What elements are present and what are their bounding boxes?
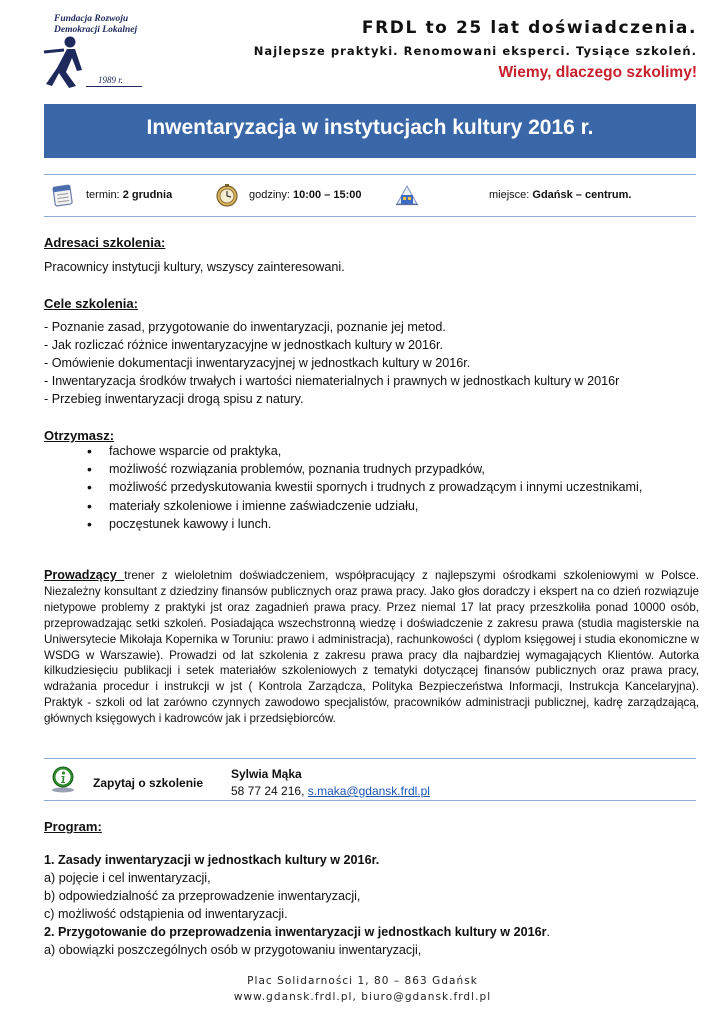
program-item: c) możliwość odstąpienia od inwentaryzacji. xyxy=(44,907,288,921)
benefit-item: • materiały szkoleniowe i imienne zaświadczenie udziału, xyxy=(87,499,642,517)
program-section-2-title-end: . xyxy=(546,925,550,939)
audience-heading: Adresaci szkolenia: xyxy=(44,235,166,250)
logo-line1: Fundacja Rozwoju xyxy=(54,14,129,24)
hours-label: godziny: xyxy=(249,189,294,201)
contact-details xyxy=(231,784,430,798)
footer-address: Plac Solidarności 1, 80 – 863 Gdańsk xyxy=(247,975,478,987)
contact-name: Sylwia Mąka xyxy=(231,767,302,781)
goal-item: - Omówienie dokumentacji inwentaryzacyjnej w jednostkach kultury w 2016r. xyxy=(44,356,471,370)
title-banner xyxy=(44,104,696,158)
header-subtitle: Najlepsze praktyki. Renomowani eksperci. Tysiące szkoleń. xyxy=(253,44,697,58)
program-section-2-title-text: 2. Przygotowanie do przeprowadzenia inwentaryzacji w jednostkach kultury w 2016r xyxy=(44,925,547,939)
place-label: miejsce: xyxy=(489,189,533,201)
audience-text: Pracownicy instytucji kultury, wszyscy zainteresowani. xyxy=(44,260,345,274)
contact-top-divider xyxy=(44,758,696,759)
instructor-bio: trener z wieloletnim doświadczeniem, współpracujący z najlepszymi ośrodkami szkoleniowymi w Polsce. Niezależny konsultant z dziedziny finansów publicznych oraz prawa pracy. Jako głos doradczy i ekspert na co dzień rozwiązuje nietypowe problemy z praktyki jst oraz zagadnień prawa pracy. Przez niemal 17 lat pracy przeszkoliła ponad 10000 osób, przeprowadzając setki szkoleń. Posiadająca wszechstronną wiedzę i doświadczenie z zakresu prawa (studia magisterskie na Uniwersytecie Mikołaja Kopernika w Toruniu: prawo i administracja), rachunkowości ( dyplom księgowej i studia ekonomiczne w WSDG w Warszawie). Prowadzi od lat szkolenia z zakresu prawa pracy dla najbardziej wymagających Klientów. Autorka kilkudziesięciu publikacji i setek materiałów szkoleniowych z tematyki dotyczącej finansów publicznych oraz prawa pracy, wdrażania procedur i instrukcji w jst ( Kontrola Zarządcza, Polityka Bezpieczeństwa Informacji, Instrukcja Kancelaryjna). Praktyk - szkoli od lat zarówno czynnych zawodowo specjalistów, pracowników administracji publicznej, kadrę zarządzającą, głównych księgowych i kadrowców jak i przedsiębiorców. xyxy=(44,569,699,726)
header-tagline: Wiemy, dlaczego szkolimy! xyxy=(498,64,697,81)
program-section-1-title: 1. Zasady inwentaryzacji w jednostkach kultury w 2016r. xyxy=(44,853,380,867)
training-title: Inwentaryzacja w instytucjach kultury 2016 r. xyxy=(146,116,594,139)
place-value: Gdańsk – centrum. xyxy=(532,189,632,201)
header-title: FRDL to 25 lat doświadczenia. xyxy=(361,18,697,38)
place-info xyxy=(489,189,631,201)
clock-icon xyxy=(214,182,240,208)
logo-line2: Demokracji Lokalnej xyxy=(54,25,138,35)
frdl-logo xyxy=(42,12,146,90)
benefit-item: • możliwość przedyskutowania kwestii spornych i trudnych z prowadzącym i innymi uczestnikami, xyxy=(87,480,642,498)
info-icon xyxy=(50,765,76,793)
footer-contact: www.gdansk.frdl.pl, biuro@gdansk.frdl.pl xyxy=(233,991,492,1003)
date-label: termin: xyxy=(86,189,123,201)
goal-item: - Inwentaryzacja środków trwałych i wartości niematerialnych i prawnych w jednostkach kultury w 2016r xyxy=(44,374,620,388)
goal-item: - Przebieg inwentaryzacji drogą spisu z natury. xyxy=(44,392,304,406)
benefit-item: • możliwość rozwiązania problemów, poznania trudnych przypadków, xyxy=(87,462,642,480)
benefits-heading: Otrzymasz: xyxy=(44,428,115,443)
logo-year: 1989 r. xyxy=(98,75,124,85)
info-bottom-divider xyxy=(44,216,696,217)
instructor-paragraph xyxy=(44,568,699,727)
ask-about-training-label: Zapytaj o szkolenie xyxy=(93,776,204,790)
program-section-2-title xyxy=(44,925,550,939)
goal-item: - Poznanie zasad, przygotowanie do inwentaryzacji, poznanie jej metod. xyxy=(44,320,446,334)
benefit-item: • poczęstunek kawowy i lunch. xyxy=(87,517,642,535)
hours-value: 10:00 – 15:00 xyxy=(293,189,362,201)
calendar-icon xyxy=(50,181,76,207)
goals-heading: Cele szkolenia: xyxy=(44,296,138,311)
date-info xyxy=(86,189,172,201)
goal-item: - Jak rozliczać różnice inwentaryzacyjne w jednostkach kultury w 2016r. xyxy=(44,338,443,352)
program-heading: Program: xyxy=(44,819,102,834)
hours-info xyxy=(249,189,362,201)
program-item: a) pojęcie i cel inwentaryzacji, xyxy=(44,871,211,885)
benefits-list xyxy=(87,444,642,535)
walking-figure-icon xyxy=(42,36,86,88)
program-item: b) odpowiedzialność za przeprowadzenie inwentaryzacji, xyxy=(44,889,361,903)
contact-bottom-divider xyxy=(44,800,696,801)
date-value: 2 grudnia xyxy=(122,189,173,201)
benefit-item: • fachowe wsparcie od praktyka, xyxy=(87,444,642,462)
contact-email-link[interactable]: s.maka@gdansk.frdl.pl xyxy=(307,784,430,798)
info-top-divider xyxy=(44,174,696,175)
instructor-heading: Prowadzący xyxy=(44,568,125,582)
building-icon xyxy=(394,182,420,208)
contact-phone: 58 77 24 216, xyxy=(231,784,308,798)
program-item: a) obowiązki poszczególnych osób w przygotowaniu inwentaryzacji, xyxy=(44,943,422,957)
